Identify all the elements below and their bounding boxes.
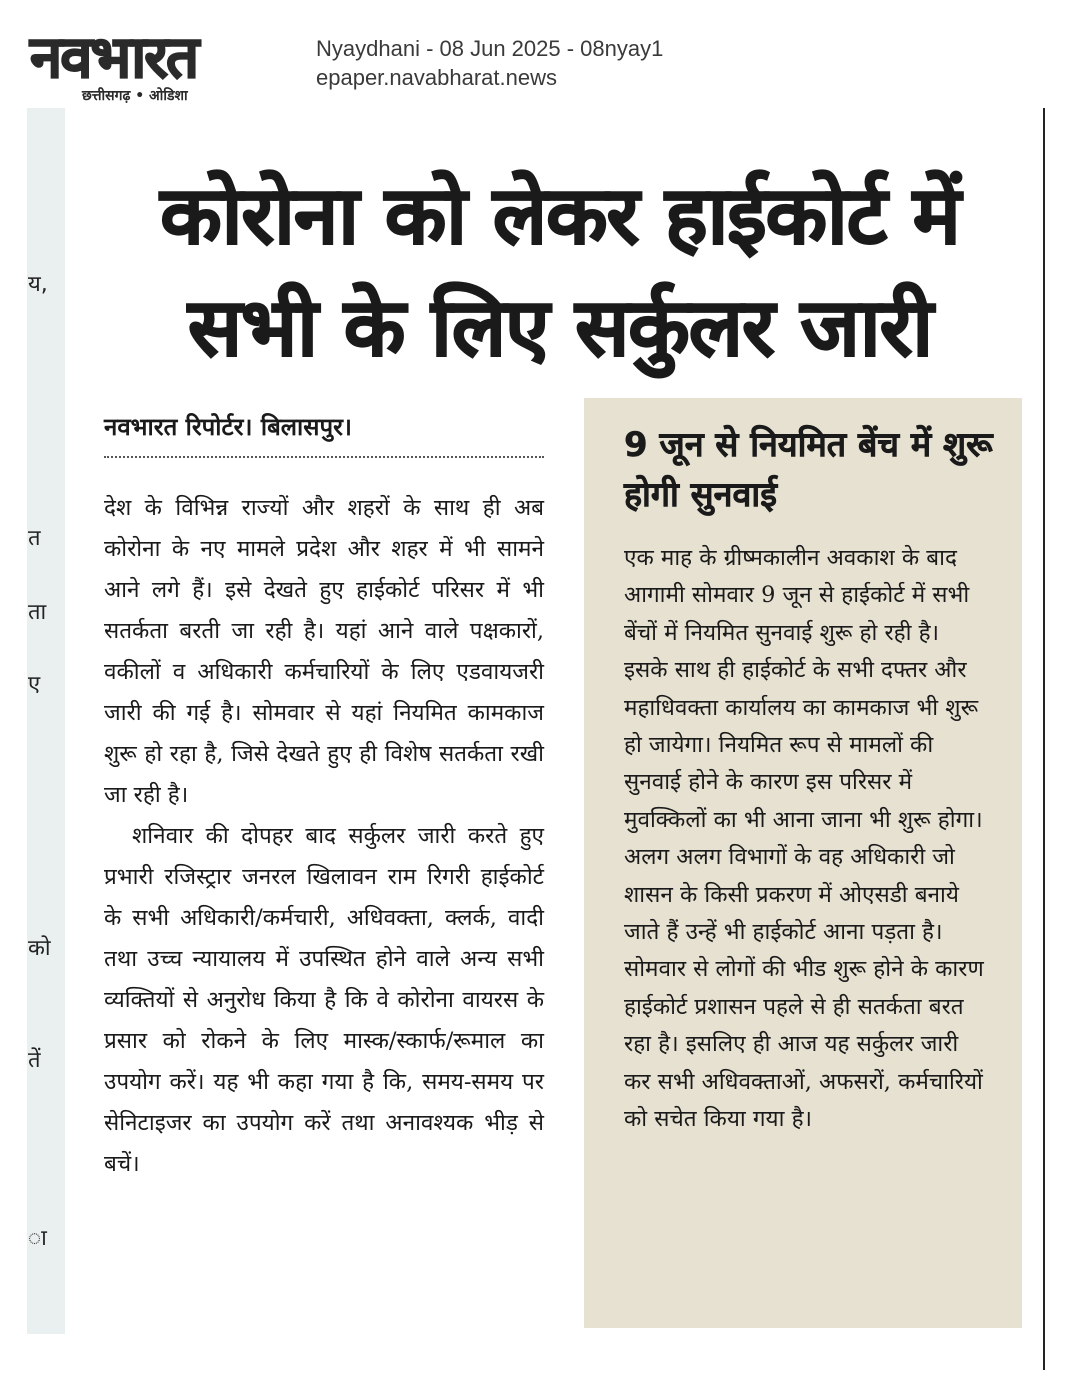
logo-name: नवभारत xyxy=(30,23,198,91)
headline-line-2: सभी के लिए सर्कुलर जारी xyxy=(187,281,933,374)
article-paragraph-1: देश के विभिन्न राज्यों और शहरों के साथ ही अब कोरोना के नए मामले प्रदेश और शहर में भी सामने आने लगे हैं। इसे देखते हुए हाईकोर्ट परिसर में भी सतर्कता बरती जा रही है। यहां आने वाले पक्षकारों, वकीलों व अधिकारी कर्मचारियों के लिए एडवायजरी जारी की गई है। सोमवार से यहां नियमित कामकाज शुरू हो रहा है, जिसे देखते हुए ही विशेष सतर्कता रखी जा रही है। xyxy=(104,495,544,808)
margin-fragment: य, xyxy=(28,272,48,297)
margin-fragment: ा xyxy=(28,1226,47,1251)
article-body xyxy=(104,488,544,1185)
source-info xyxy=(316,34,663,92)
newspaper-logo xyxy=(30,22,292,106)
byline: नवभारत रिपोर्टर। बिलासपुर। xyxy=(104,413,353,441)
headline-line-1: कोरोना को लेकर हाईकोर्ट में xyxy=(160,169,960,262)
edition-line: Nyaydhani - 08 Jun 2025 - 08nyay1 xyxy=(316,36,664,61)
margin-fragment: ता xyxy=(28,600,47,625)
margin-fragment: त xyxy=(28,526,41,551)
masthead xyxy=(0,0,1080,110)
sidebar-body: एक माह के ग्रीष्मकालीन अवकाश के बाद आगामी सोमवार 9 जून से हाईकोर्ट में सभी बेंचों में नियमित सुनवाई शुरू हो रही है। इसके साथ ही हाईकोर्ट के सभी दफ्तर और महाधिवक्ता कार्यालय का कामकाज भी शुरू हो जायेगा। नियमित रूप से मामलों की सुनवाई होने के कारण इस परिसर में मुवक्किलों का भी आना जाना भी शुरू होगा। अलग अलग विभागों के वह अधिकारी जो शासन के किसी प्रकरण में ओएसडी बनाये जाते हैं उन्हें भी हाईकोर्ट आना पड़ता है। सोमवार से लोगों की भीड शुरू होने के कारण हाईकोर्ट प्रशासन पहले से ही सतर्कता बरत रहा है। इसलिए ही आज यह सर्कुलर जारी कर सभी अधिवक्ताओं, अफसरों, कर्मचारियों को सचेत किया गया है। xyxy=(624,545,984,1133)
margin-fragment: को xyxy=(28,936,51,961)
article-paragraph-2: शनिवार की दोपहर बाद सर्कुलर जारी करते हुए प्रभारी रजिस्ट्रार जनरल खिलावन राम रिगरी हाईकोर्ट के सभी अधिकारी/कर्मचारी, अधिवक्ता, क्लर्क, वादी तथा उच्च न्यायालय में उपस्थित होने वाले अन्य सभी व्यक्तियों से अनुरोध किया है कि वे कोरोना वायरस के प्रसार को रोकने के लिए मास्क/स्कार्फ/रूमाल का उपयोग करें। यह भी कहा गया है कि, समय-समय पर सेनिटाइजर का उपयोग करें तथा अनावश्यक भीड़ से बचें। xyxy=(104,823,544,1177)
margin-fragment: तें xyxy=(28,1048,41,1073)
logo-region: छत्तीसगढ़ • ओडिशा xyxy=(82,88,188,104)
column-rule xyxy=(1043,108,1045,1370)
margin-fragment: ए xyxy=(28,672,41,697)
byline-divider xyxy=(104,456,544,458)
sidebar-box xyxy=(584,398,1022,1328)
sidebar-title: 9 जून से नियमित बेंच में शुरू होगी सुनवाई xyxy=(624,425,993,515)
site-url[interactable]: epaper.navabharat.news xyxy=(316,65,557,90)
headline xyxy=(80,160,1040,384)
